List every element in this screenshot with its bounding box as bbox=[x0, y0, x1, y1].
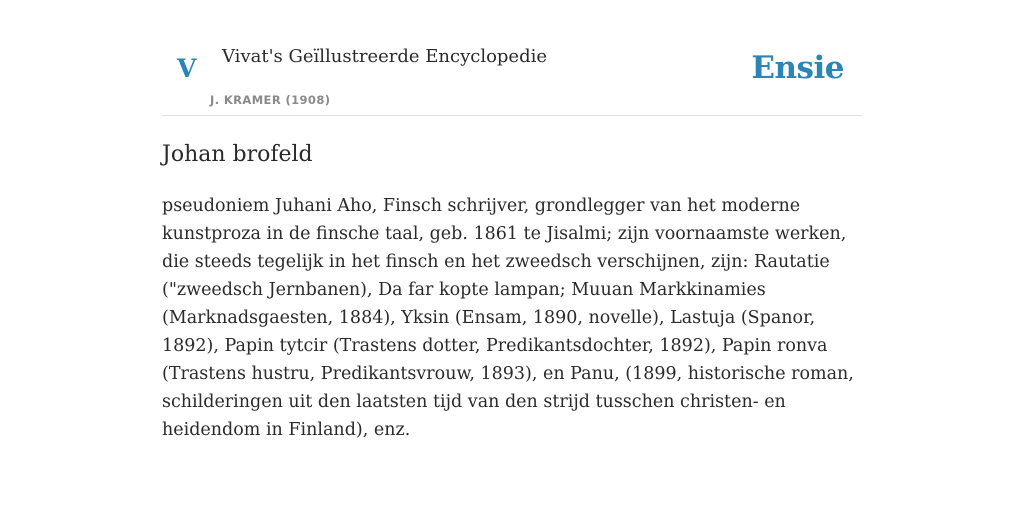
ensie-logo[interactable]: Ensie bbox=[751, 50, 844, 86]
book-logo-icon[interactable]: V bbox=[177, 54, 197, 83]
page bbox=[162, 0, 862, 444]
book-author[interactable]: J. KRAMER (1908) bbox=[210, 93, 331, 107]
entry-title: Johan brofeld bbox=[162, 142, 313, 167]
entry-body: pseudoniem Juhani Aho, Finsch schrijver, grondlegger van het moderne kunstproza in de finsche taal, geb. 1861 te Jisalmi; zijn voornaamste werken, die steeds tegelijk in het finsch en het zweedsch verschijnen, zijn: Rautatie ("zweedsch Jernbanen), Da far kopte lampan; Muuan Markkinamies (Marknadsgaesten, 1884), Yksin (Ensam, 1890, novelle), Lastuja (Spanor, 1892), Papin tytcir (Trastens dotter, Predikantsdochter, 1892), Papin ronva (Trastens hustru, Predikantsvrouw, 1893), en Panu, (1899, historische roman, schilderingen uit den laatsten tijd van den strijd tusschen christen- en heidendom in Finland), enz. bbox=[162, 196, 854, 440]
header bbox=[162, 40, 862, 116]
book-title[interactable]: Vivat's Geïllustreerde Encyclopedie bbox=[222, 46, 548, 67]
